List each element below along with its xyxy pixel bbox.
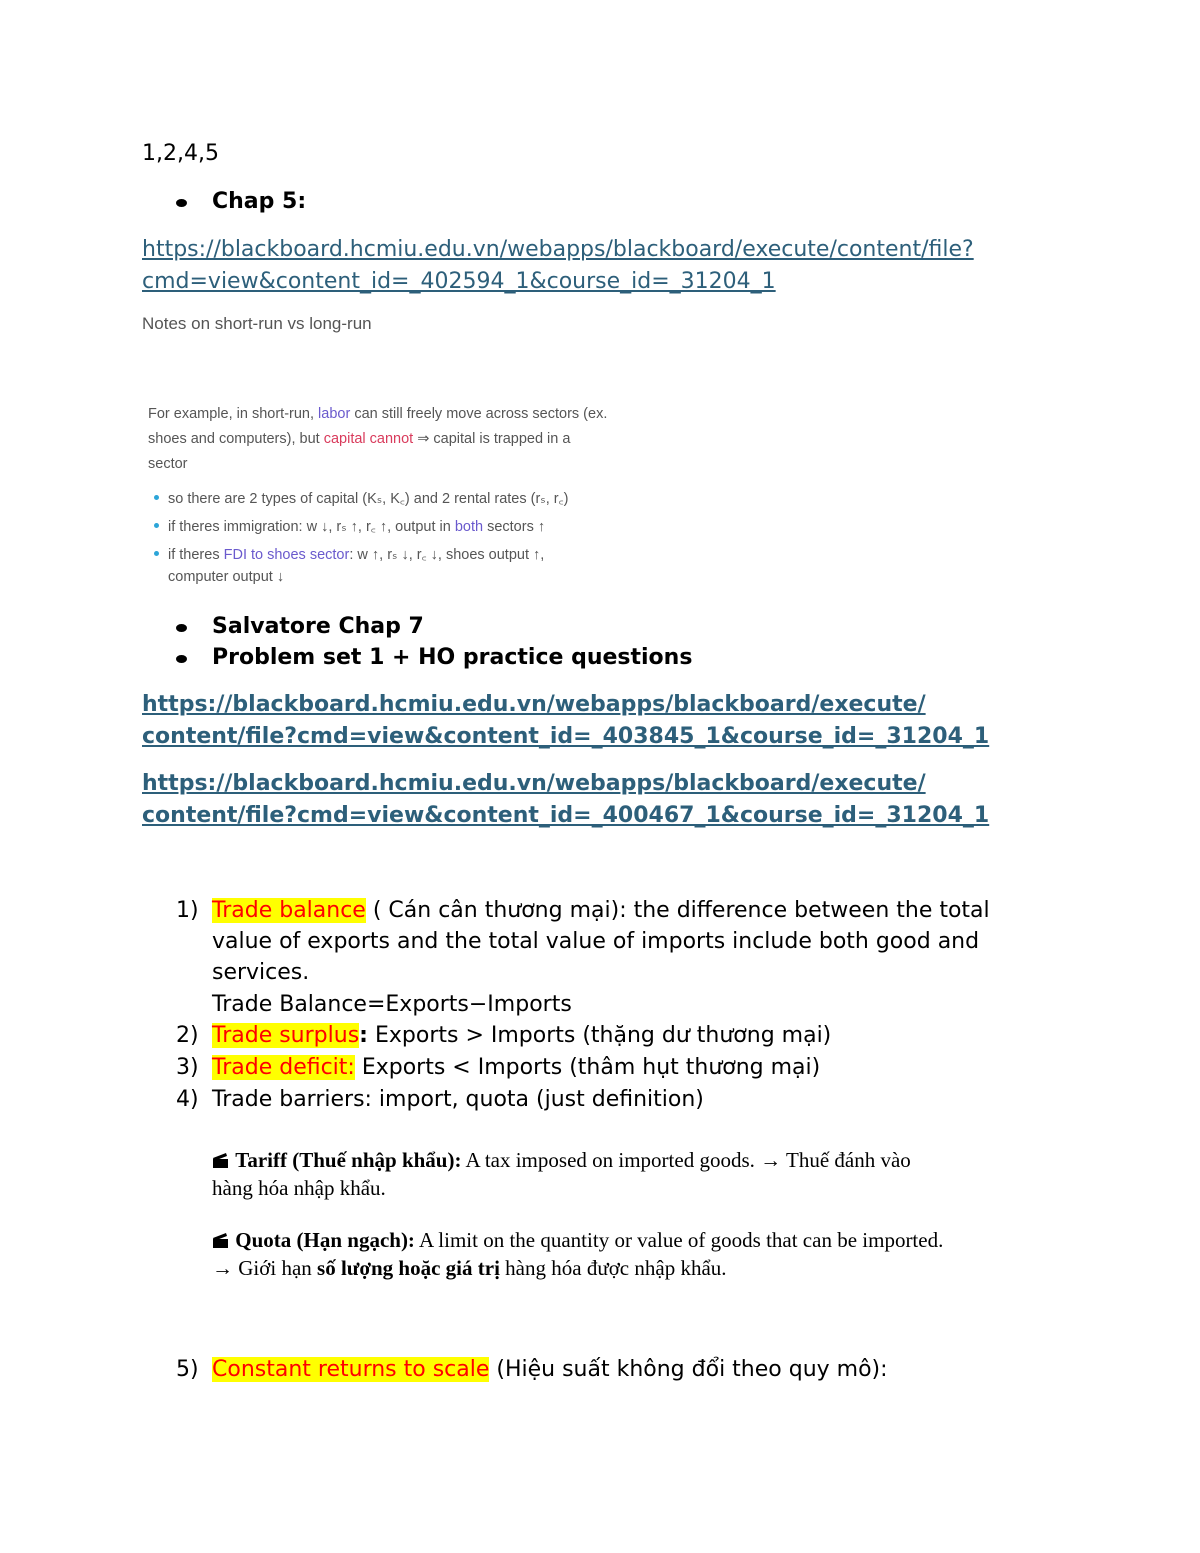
item-5 bbox=[212, 1354, 888, 1386]
tariff-label: Tariff (Thuế nhập khẩu): bbox=[235, 1148, 462, 1172]
header-numbers: 1,2,4,5 bbox=[142, 141, 219, 166]
item-2 bbox=[212, 1020, 831, 1052]
link-400467-line1[interactable]: https://blackboard.hcmiu.edu.vn/webapps/blackboard/execute/ bbox=[142, 771, 926, 796]
item-text: (Hiệu suất không đổi theo quy mô): bbox=[489, 1357, 888, 1382]
image-text-both: both bbox=[454, 519, 484, 535]
chap5-link-line2[interactable]: cmd=view&content_id=_402594_1&course_id=_31204_1 bbox=[142, 269, 776, 294]
trade-deficit-term: Trade deficit: bbox=[212, 1055, 355, 1080]
image-bullet-dot bbox=[154, 551, 159, 556]
tariff-line1 bbox=[212, 1146, 911, 1174]
item-text-bold: số lượng hoặc giá trị bbox=[317, 1256, 500, 1280]
image-bullet-3 bbox=[168, 544, 544, 564]
link-400467-line2[interactable]: content/file?cmd=view&content_id=_400467_1&course_id=_31204_1 bbox=[142, 803, 990, 828]
image-text: ⇒ capital is trapped in a bbox=[413, 431, 571, 447]
item-text: A tax imposed on imported goods. bbox=[461, 1148, 761, 1172]
item-5-number: 5) bbox=[176, 1357, 199, 1382]
item-text: ( Cán cân thương mại): the difference between the total bbox=[365, 898, 990, 923]
image-text: shoes and computers), but bbox=[148, 431, 324, 447]
item-1-line3: services. bbox=[212, 960, 310, 985]
arrow-icon: → bbox=[212, 1256, 233, 1280]
bullet-problem-set: Problem set 1 + HO practice questions bbox=[212, 645, 693, 670]
notes-caption: Notes on short-run vs long-run bbox=[142, 314, 372, 333]
arrow-icon: → bbox=[760, 1148, 782, 1172]
item-4: Trade barriers: import, quota (just definition) bbox=[212, 1087, 704, 1112]
image-text: if theres immigration: w ↓, rₛ ↑, r꜀ ↑, output in bbox=[168, 519, 455, 535]
image-text-labor: labor bbox=[318, 406, 351, 422]
item-text: : bbox=[359, 1023, 368, 1048]
item-text: A limit on the quantity or value of goods that can be imported. bbox=[414, 1228, 944, 1252]
image-bullet-dot bbox=[154, 495, 159, 500]
link-403845-line2[interactable]: content/file?cmd=view&content_id=_403845_1&course_id=_31204_1 bbox=[142, 724, 990, 749]
image-bullet-1: so there are 2 types of capital (Kₛ, K꜀) and 2 rental rates (rₛ, r꜀) bbox=[168, 491, 569, 507]
constant-returns-term: Constant returns to scale bbox=[212, 1357, 490, 1382]
item-1-line2: value of exports and the total value of imports include both good and bbox=[212, 929, 980, 954]
bullet-dot bbox=[176, 199, 187, 207]
trade-balance-formula: Trade Balance=Exports−Imports bbox=[212, 992, 572, 1017]
image-text: if theres bbox=[168, 547, 224, 563]
item-text: hàng hóa được nhập khẩu. bbox=[499, 1256, 727, 1280]
trade-balance-term: Trade balance bbox=[212, 898, 366, 923]
image-text: : w ↑, rₛ ↓, r꜀ ↓, shoes output ↑, bbox=[349, 547, 545, 563]
tariff-line2: hàng hóa nhập khẩu. bbox=[212, 1176, 386, 1200]
item-1-number: 1) bbox=[176, 898, 199, 923]
item-1-line1 bbox=[212, 895, 990, 927]
image-text: can still freely move across sectors (ex. bbox=[350, 406, 608, 422]
item-3 bbox=[212, 1052, 820, 1084]
bullet-dot bbox=[176, 624, 187, 632]
trade-surplus-term: Trade surplus bbox=[212, 1023, 360, 1048]
image-bullet-dot bbox=[154, 523, 159, 528]
bullet-salvatore: Salvatore Chap 7 bbox=[212, 614, 424, 639]
item-text: Thuế đánh vào bbox=[781, 1148, 911, 1172]
quota-label: Quota (Hạn ngạch): bbox=[235, 1228, 415, 1252]
image-bullet-3-cont: computer output ↓ bbox=[168, 569, 285, 585]
image-text-capital: capital cannot bbox=[323, 431, 414, 447]
image-text: sectors ↑ bbox=[483, 519, 546, 535]
clapperboard-icon bbox=[212, 1153, 230, 1169]
item-3-number: 3) bbox=[176, 1055, 199, 1080]
image-text-line2 bbox=[148, 431, 570, 447]
chap5-label: Chap 5: bbox=[212, 189, 307, 214]
bullet-dot bbox=[176, 655, 187, 663]
item-text: Exports < Imports (thâm hụt thương mại) bbox=[354, 1055, 821, 1080]
clapperboard-icon bbox=[212, 1233, 230, 1249]
item-text: Exports > Imports (thặng dư thương mại) bbox=[367, 1023, 832, 1048]
link-403845-line1[interactable]: https://blackboard.hcmiu.edu.vn/webapps/blackboard/execute/ bbox=[142, 692, 926, 717]
image-bullet-2 bbox=[168, 516, 545, 536]
image-text: For example, in short-run, bbox=[148, 406, 319, 422]
item-text: Giới hạn bbox=[233, 1256, 318, 1280]
quota-line2 bbox=[212, 1254, 727, 1282]
embedded-notes-image bbox=[142, 398, 617, 594]
image-text-fdi: FDI to shoes sector bbox=[223, 547, 350, 563]
item-4-number: 4) bbox=[176, 1087, 199, 1112]
chap5-link-line1[interactable]: https://blackboard.hcmiu.edu.vn/webapps/blackboard/execute/content/file? bbox=[142, 237, 974, 262]
quota-line1 bbox=[212, 1226, 943, 1254]
image-text-line1 bbox=[148, 406, 607, 422]
item-2-number: 2) bbox=[176, 1023, 199, 1048]
image-text-line3: sector bbox=[148, 456, 188, 472]
